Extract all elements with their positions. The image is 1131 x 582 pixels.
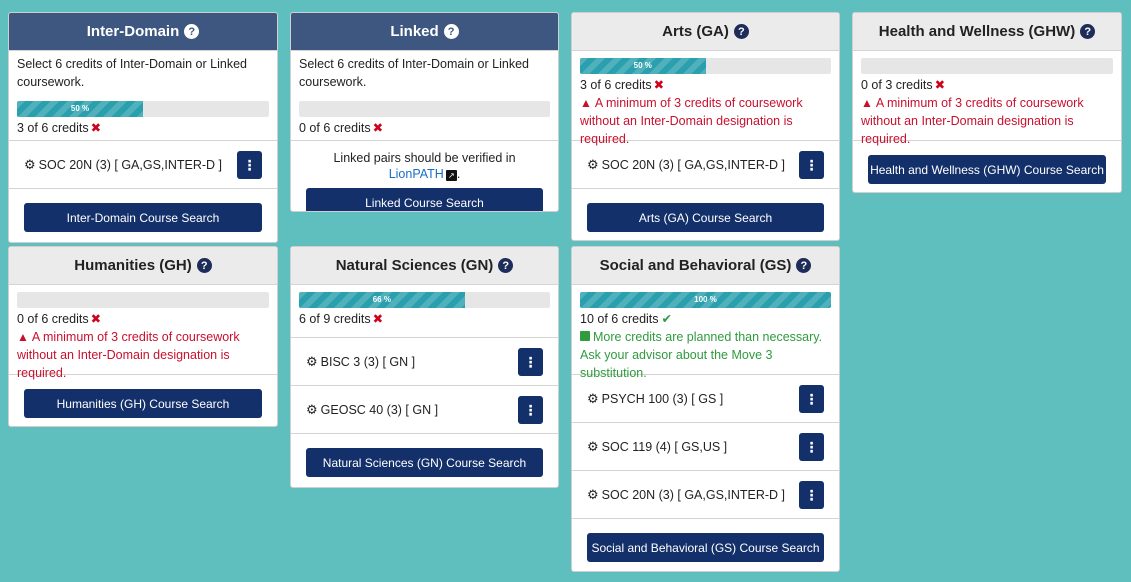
x-mark-icon: ✖ [653,78,665,92]
card-header [572,247,839,285]
card-natural-sciences [290,246,559,488]
card-inter-domain [8,12,278,243]
card-title: Natural Sciences (GN) [335,257,494,274]
card-header [9,13,277,51]
x-mark-icon: ✖ [372,312,384,326]
description: Select 6 credits of Inter-Domain or Linked coursework. [17,57,247,89]
progress-fill: 50 % [17,101,143,117]
card-humanities [8,246,278,427]
linked-note-suffix: . [456,167,461,181]
course-menu-button[interactable]: ⋮ [799,433,824,461]
course-row [291,385,558,433]
credits-count: 0 of 6 credits [17,312,89,326]
progress-bar [17,101,269,117]
gear-icon: ⚙ [587,438,599,454]
note-icon [580,331,590,341]
arts-search-button[interactable]: Arts (GA) Course Search [587,203,824,232]
question-circle-icon[interactable]: ? [734,24,749,39]
x-mark-icon: ✖ [934,78,946,92]
course-label: SOC 119 (4) [ GS,US ] [601,439,728,454]
credits-count: 10 of 6 credits [580,312,659,326]
course-menu-button[interactable]: ⋮ [799,151,824,179]
warning-message: A minimum of 3 credits of coursework without an Inter-Domain designation is required. [861,96,1084,146]
card-header [572,13,839,51]
card-title: Linked [390,23,439,40]
course-label: SOC 20N (3) [ GA,GS,INTER-D ] [38,157,223,172]
gears-icon: ⚙ [587,486,599,502]
course-menu-button[interactable]: ⋮ [799,481,824,509]
description: Select 6 credits of Inter-Domain or Linked coursework. [299,57,529,89]
course-label: SOC 20N (3) [ GA,GS,INTER-D ] [601,157,786,172]
question-circle-icon[interactable]: ? [184,24,199,39]
card-arts [571,12,840,241]
natural-sciences-search-button[interactable]: Natural Sciences (GN) Course Search [306,448,543,477]
gears-icon: ⚙ [24,156,36,172]
linked-search-button[interactable]: Linked Course Search [306,188,543,212]
course-label: GEOSC 40 (3) [ GN ] [320,402,439,417]
credits-count: 3 of 6 credits [17,121,89,135]
social-behavioral-search-button[interactable]: Social and Behavioral (GS) Course Search [587,533,824,562]
question-circle-icon[interactable]: ? [197,258,212,273]
warning-triangle-icon: ▲ [17,330,29,344]
success-message: More credits are planned than necessary. Ask your advisor about the Move 3 substitution. [580,330,823,380]
card-header [291,13,558,51]
credits-count: 0 of 3 credits [861,78,933,92]
external-link-icon[interactable]: ↗ [446,170,457,181]
course-menu-button[interactable]: ⋮ [237,151,262,179]
card-linked [290,12,559,212]
check-mark-icon: ✔ [661,312,672,326]
gear-icon: ⚙ [306,401,318,417]
course-label: BISC 3 (3) [ GN ] [320,354,416,369]
humanities-search-button[interactable]: Humanities (GH) Course Search [24,389,262,418]
card-health-wellness [852,12,1122,193]
warning-triangle-icon: ▲ [580,96,592,110]
lionpath-link[interactable]: LionPATH [388,167,444,181]
progress-bar [580,292,831,308]
gear-icon: ⚙ [587,390,599,406]
card-title: Humanities (GH) [74,257,192,274]
card-header [9,247,277,285]
progress-fill: 66 % [299,292,465,308]
course-label: SOC 20N (3) [ GA,GS,INTER-D ] [601,487,786,502]
progress-bar [861,58,1113,74]
course-menu-button[interactable]: ⋮ [518,348,543,376]
gears-icon: ⚙ [587,156,599,172]
progress-fill: 100 % [580,292,831,308]
credits-count: 3 of 6 credits [580,78,652,92]
warning-message: A minimum of 3 credits of coursework without an Inter-Domain designation is required. [580,96,803,146]
progress-bar [17,292,269,308]
card-social-behavioral [571,246,840,572]
progress-bar [580,58,831,74]
course-row [572,422,839,470]
warning-message: A minimum of 3 credits of coursework without an Inter-Domain designation is required. [17,330,240,380]
linked-note: Linked pairs should be verified in [333,151,516,165]
progress-fill: 50 % [580,58,706,74]
card-header [291,247,558,285]
progress-bar [299,101,550,117]
inter-domain-search-button[interactable]: Inter-Domain Course Search [24,203,262,232]
warning-triangle-icon: ▲ [861,96,873,110]
x-mark-icon: ✖ [90,312,102,326]
question-circle-icon[interactable]: ? [1080,24,1095,39]
question-circle-icon[interactable]: ? [498,258,513,273]
x-mark-icon: ✖ [372,121,384,135]
card-title: Health and Wellness (GHW) [878,23,1076,40]
card-title: Inter-Domain [86,23,180,40]
x-mark-icon: ✖ [90,121,102,135]
question-circle-icon[interactable]: ? [444,24,459,39]
credits-count: 0 of 6 credits [299,121,371,135]
gear-icon: ⚙ [306,353,318,369]
health-wellness-search-button[interactable]: Health and Wellness (GHW) Course Search [868,155,1106,184]
question-circle-icon[interactable]: ? [796,258,811,273]
card-title: Arts (GA) [662,23,729,40]
course-menu-button[interactable]: ⋮ [518,396,543,424]
course-menu-button[interactable]: ⋮ [799,385,824,413]
course-label: PSYCH 100 (3) [ GS ] [601,391,724,406]
card-header [853,13,1121,51]
progress-bar [299,292,550,308]
course-row [9,140,277,188]
card-title: Social and Behavioral (GS) [599,257,792,274]
course-row [572,470,839,518]
course-row [291,337,558,385]
credits-count: 6 of 9 credits [299,312,371,326]
